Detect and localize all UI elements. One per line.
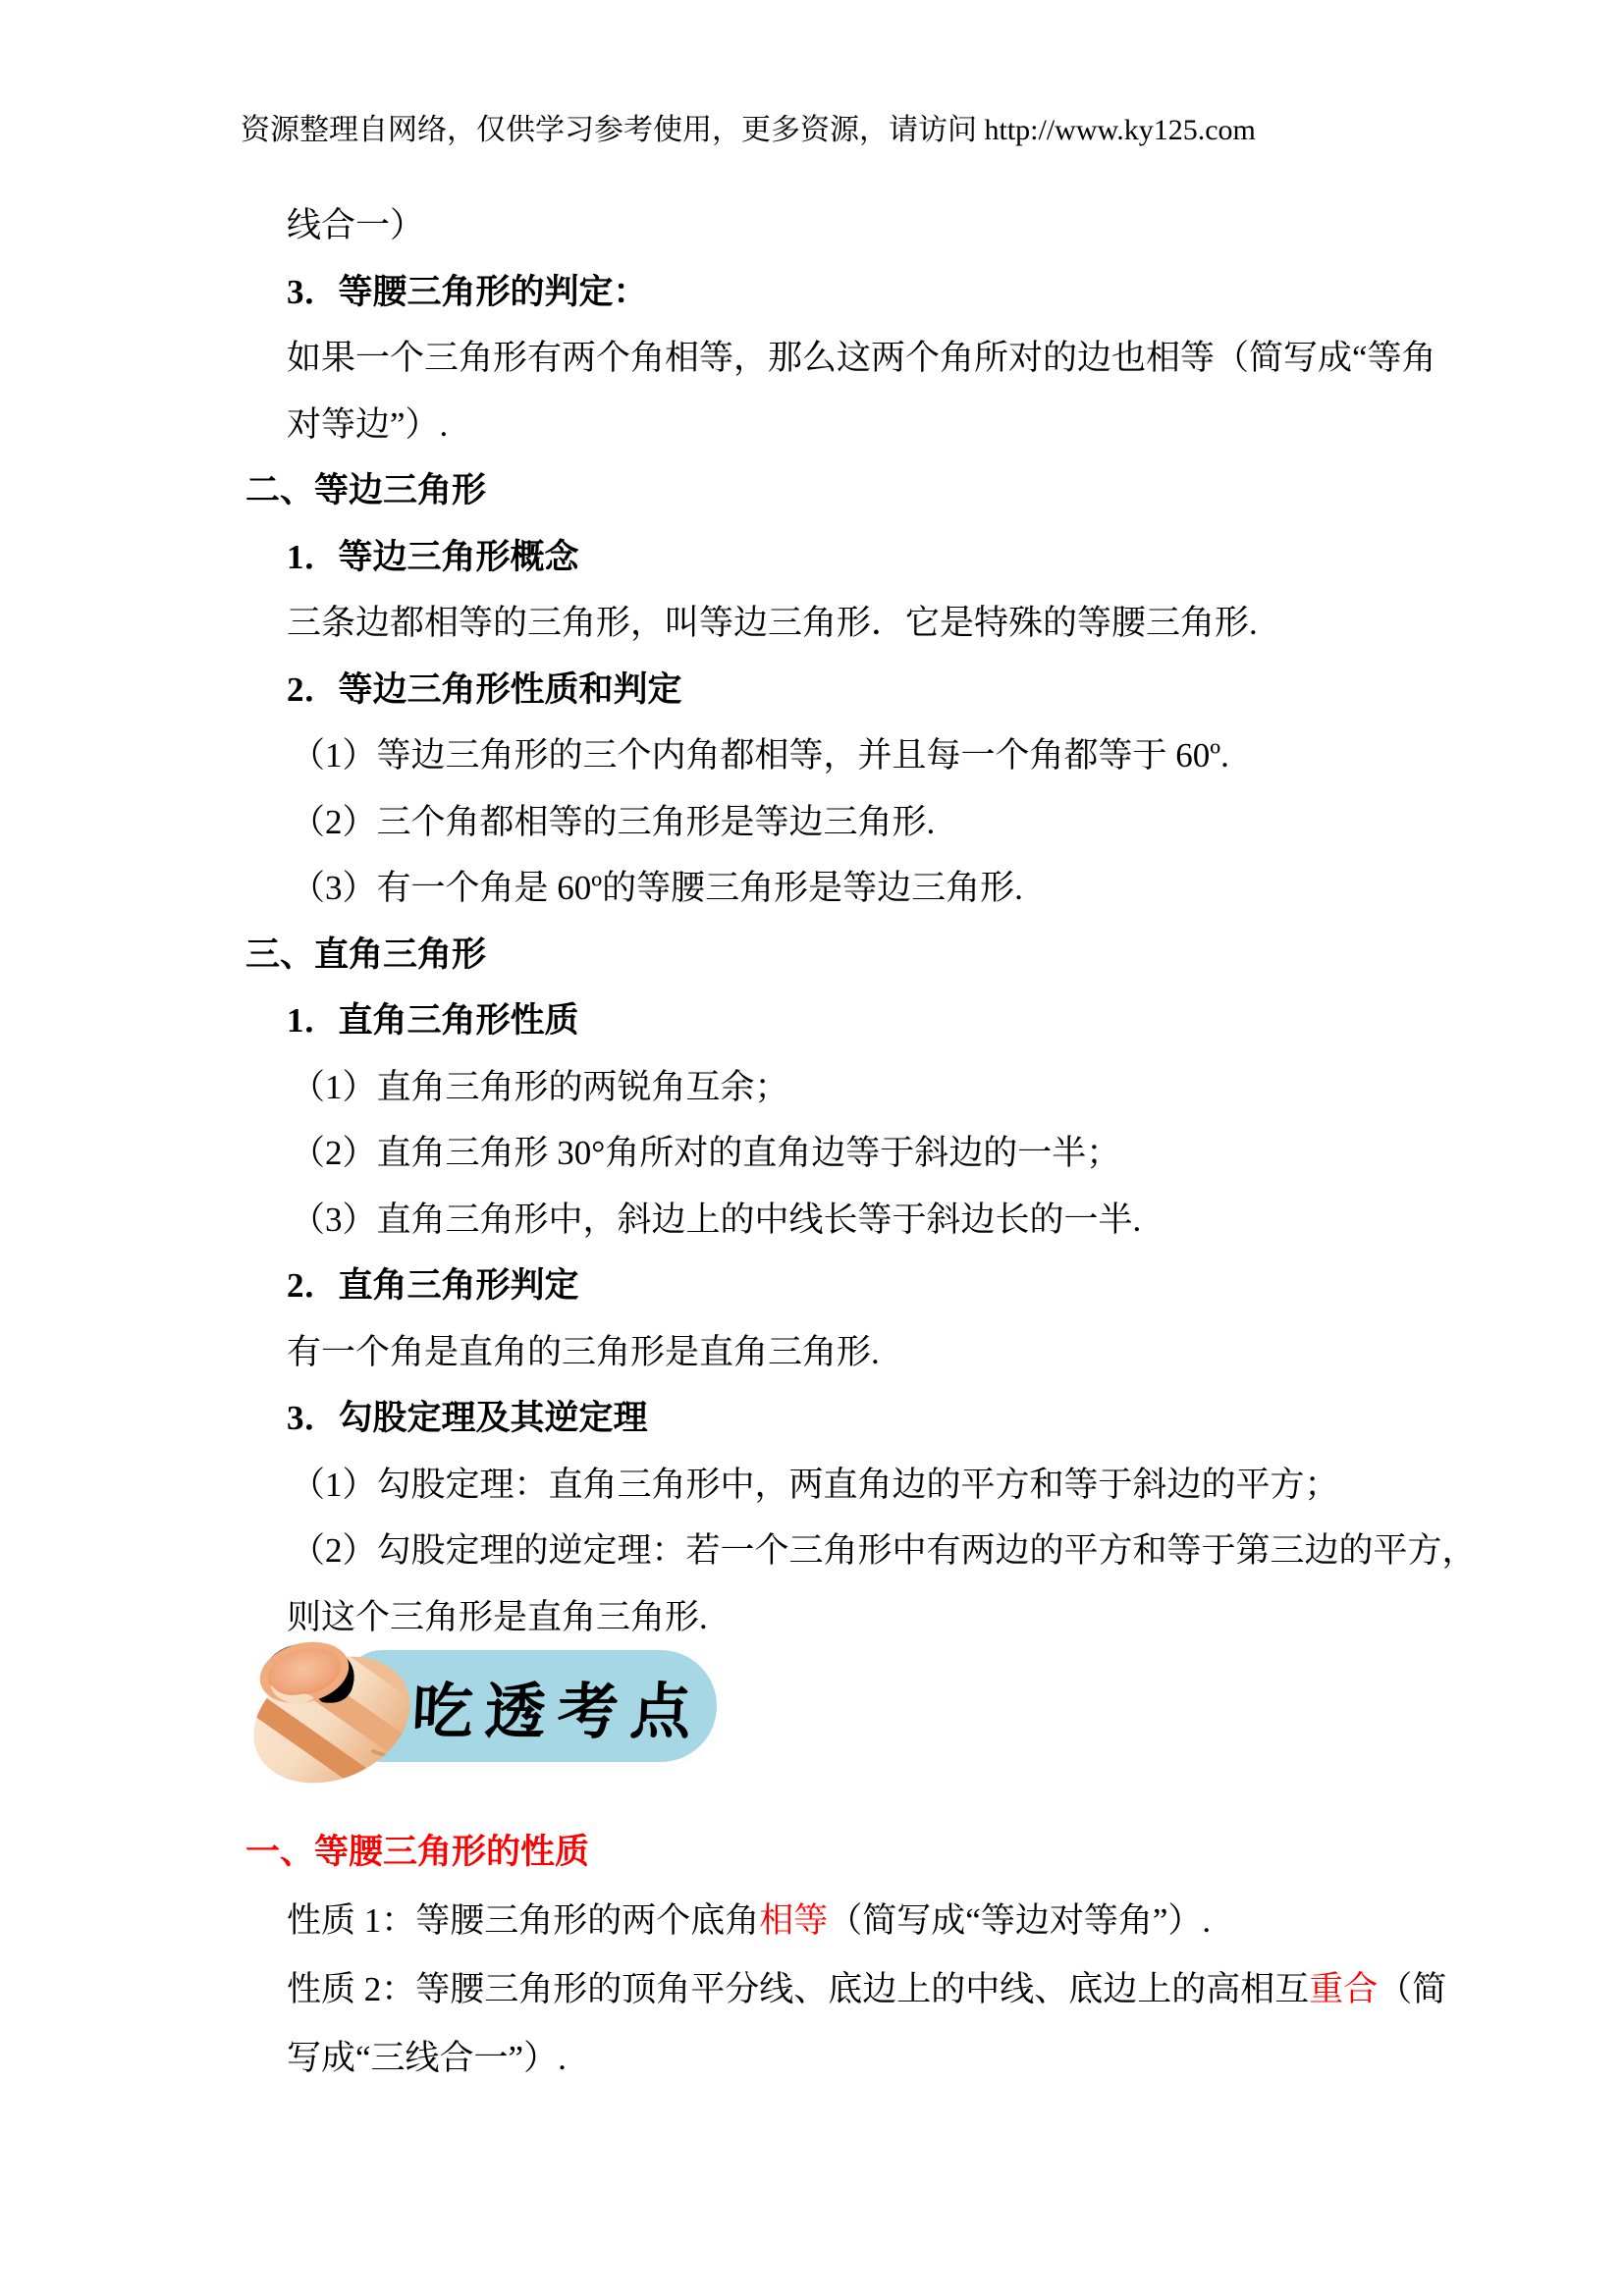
heading-pythagorean-theorem: 3．勾股定理及其逆定理 — [287, 1399, 648, 1437]
list-item: （3）有一个角是 60º的等腰三角形是等边三角形. — [291, 869, 1023, 907]
property-2-continuation: 写成“三线合一”）. — [287, 2039, 567, 2077]
property-2-text: 性质 2：等腰三角形的顶角平分线、底边上的中线、底边上的高相互 — [287, 1970, 1310, 2008]
section-heading-equilateral: 二、等边三角形 — [245, 471, 487, 509]
knowledge-outline — [0, 192, 1624, 1650]
list-item: （2）三个角都相等的三角形是等边三角形. — [291, 802, 936, 841]
header-notice: 资源整理自网络，仅供学习参考使用，更多资源，请访问 http://www.ky125.com — [241, 114, 1256, 146]
property-2-line — [0, 1955, 1624, 2024]
list-item: （1）勾股定理：直角三角形中，两直角边的平方和等于斜边的平方； — [291, 1465, 1339, 1504]
heading-isosceles-judgment: 3．等腰三角形的判定： — [287, 272, 648, 311]
red-section-heading: 一、等腰三角形的性质 — [245, 1833, 590, 1871]
list-item: （1）直角三角形的两锐角互余； — [291, 1067, 789, 1106]
doc-line: 则这个三角形是直角三角形. — [287, 1597, 708, 1636]
doc-line: 有一个角是直角的三角形是直角三角形. — [287, 1332, 880, 1371]
list-item: （2）直角三角形 30°角所对的直角边等于斜边的一半； — [291, 1134, 1121, 1172]
badge-label: 吃透考点 — [409, 1679, 705, 1746]
doc-line: 三条边都相等的三角形，叫等边三角形．它是特殊的等腰三角形. — [287, 604, 1258, 642]
list-item: （1）等边三角形的三个内角都相等，并且每一个角都等于 60º. — [291, 736, 1229, 774]
conch-shell-icon — [245, 1633, 417, 1786]
property-1-tail: （简写成“等边对等角”）. — [828, 1901, 1212, 1940]
doc-line: 对等边”）. — [287, 404, 449, 444]
heading-right-triangle-properties: 1．直角三角形性质 — [287, 1001, 579, 1040]
list-item: （2）勾股定理的逆定理：若一个三角形中有两边的平方和等于第三边的平方， — [291, 1531, 1477, 1570]
doc-line: 如果一个三角形有两个角相等，那么这两个角所对的边也相等（简写成“等角 — [287, 339, 1436, 377]
property-1-highlight: 相等 — [759, 1901, 829, 1940]
section-heading-right-triangle: 三、直角三角形 — [245, 934, 487, 974]
doc-line-continuation: 线合一） — [287, 206, 425, 244]
heading-equilateral-concept: 1．等边三角形概念 — [287, 537, 579, 576]
heading-right-triangle-judgment: 2．直角三角形判定 — [287, 1266, 579, 1305]
property-2-tail: （简 — [1378, 1970, 1447, 2008]
list-item: （3）直角三角形中，斜边上的中线长等于斜边长的一半. — [291, 1200, 1142, 1239]
property-1-line — [0, 1887, 1624, 1955]
property-1-text: 性质 1：等腰三角形的两个底角 — [287, 1901, 760, 1940]
heading-equilateral-properties: 2．等边三角形性质和判定 — [287, 669, 682, 709]
property-2-highlight: 重合 — [1309, 1970, 1379, 2008]
exam-points-section — [0, 1818, 1624, 2093]
kaodian-section-badge — [245, 1633, 756, 1790]
